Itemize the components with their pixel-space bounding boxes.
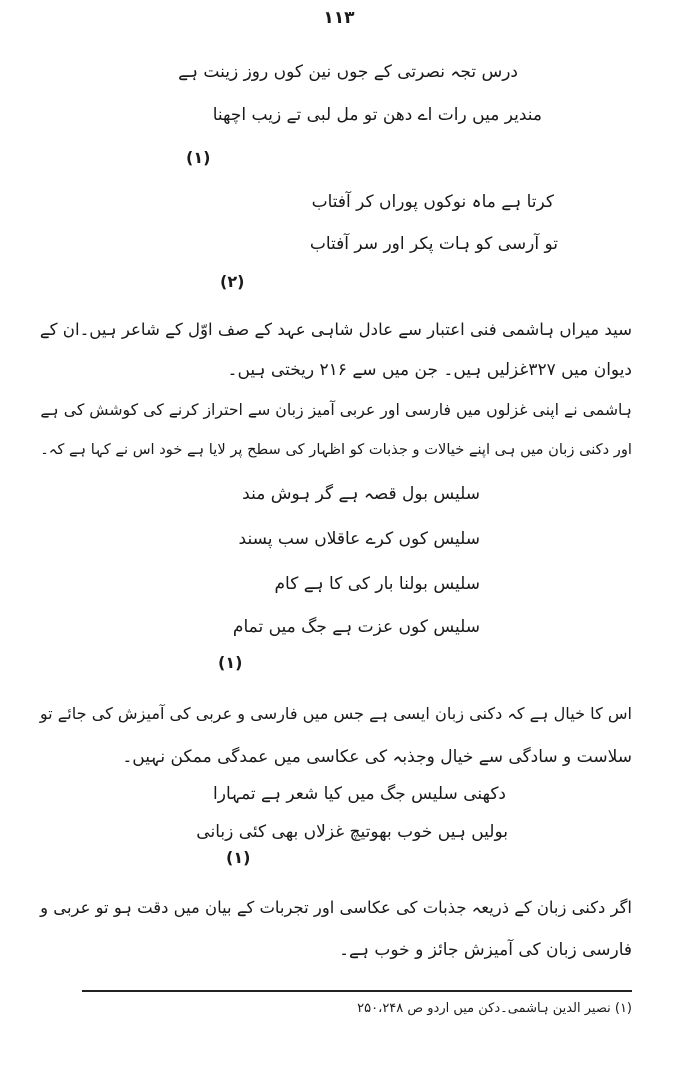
- prose-line: سید میراں ہاشمی فنی اعتبار سے عادل شاہی عہد کے صف اوّل کے شاعر ہیں۔ان کے: [39, 320, 632, 339]
- prose-line: اس کا خیال ہے کہ دکنی زبان ایسی ہے جس میں فارسی و عربی کی آمیزش کی جائے تو: [39, 704, 632, 723]
- prose-line: ہاشمی نے اپنی غزلوں میں فارسی اور عربی آمیز زبان سے احتراز کرنے کی کوشش کی ہے: [40, 400, 632, 419]
- prose-line: دیوان میں ۳۲۷غزلیں ہیں۔ جن میں سے ۲۱۶ ریختی ہیں۔: [227, 360, 632, 380]
- verse-line: تو آرسی کو ہات پکر اور سر آفتاب: [309, 234, 558, 254]
- prose-line: اگر دکنی زبان کے ذریعہ جذبات کی عکاسی اور تجربات کے بیان میں دقت ہو تو عربی و: [40, 898, 632, 917]
- prose-line: سلاست و سادگی سے خیال وجذبہ کی عکاسی میں عمدگی ممکن نہیں۔: [122, 747, 632, 767]
- verse-line: درس تجہ نصرتی کے جوں نین کوں روز زینت ہے: [178, 62, 518, 82]
- footnote-divider: [82, 990, 632, 992]
- verse-line: دکھنی سلیس جگ میں کیا شعر ہے تمہارا: [213, 784, 506, 804]
- verse-line: سلیس کوں عزت ہے جگ میں تمام: [232, 617, 480, 637]
- verse-line: سلیس بولنا بار کی کا ہے کام: [274, 574, 480, 594]
- verse-line: کرتا ہے ماہ نوکوں پوراں کر آفتاب: [311, 192, 554, 212]
- verse-line: سلیس کوں کرے عاقلاں سب پسند: [238, 529, 480, 549]
- verse-line: مندیر میں رات اے دھن تو مل لبی تے زیب اچھنا: [212, 105, 542, 125]
- verse-line: سلیس بول قصہ ہے گر ہوش مند: [242, 484, 480, 504]
- verse-line: بولیں ہیں خوب بھوتیچ غزلاں بھی کئی زبانی: [196, 822, 508, 842]
- prose-line: فارسی زبان کی آمیزش جائز و خوب ہے۔: [339, 940, 632, 960]
- footnote-marker: (۱): [186, 148, 211, 167]
- footnote-marker: (۱): [218, 653, 243, 672]
- footnote-marker: (۲): [220, 272, 245, 291]
- prose-line: اور دکنی زبان میں ہی اپنے خیالات و جذبات کو اظہار کی سطح پر لایا ہے خود اس نے کہا ہے کہ۔: [40, 441, 632, 458]
- footnote-marker: (۱): [226, 848, 251, 867]
- footnote-text: (۱) نصیر الدین ہاشمی۔دکن میں اردو ص ۲۵۰،۲۴۸: [357, 1001, 632, 1016]
- page-number: ١١٣: [323, 8, 355, 28]
